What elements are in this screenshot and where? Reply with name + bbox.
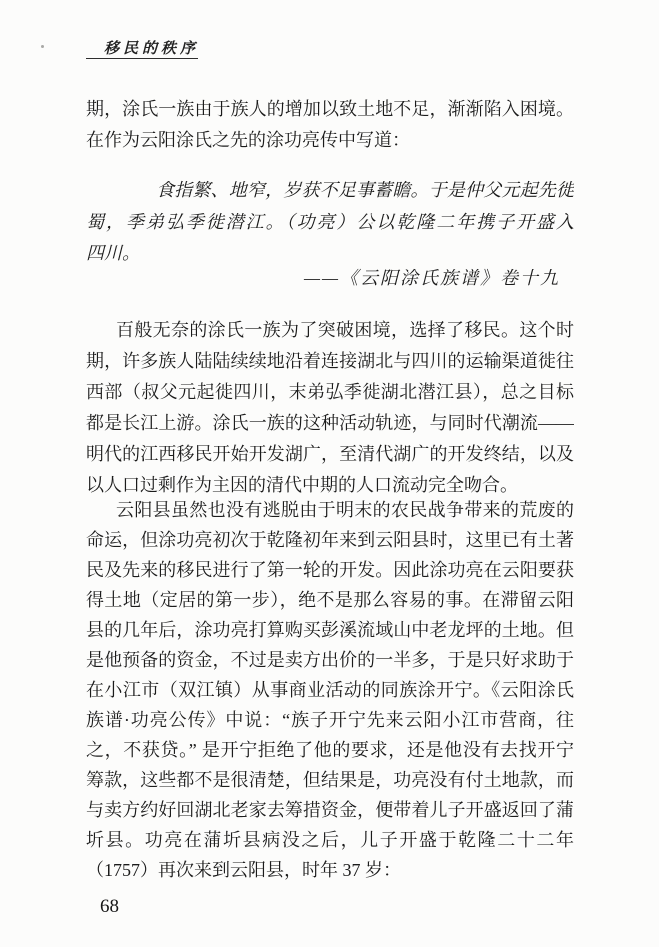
text-line: 县的几年后，涂功亮打算购买彭溪流域山中老龙坪的土地。但: [86, 620, 574, 640]
text-line: 命运，但涂功亮初次于乾隆初年来到云阳县时，这里已有土著: [86, 530, 574, 550]
text-line: 得土地（定居的第一步），绝不是那么容易的事。在滞留云阳: [86, 590, 574, 610]
text-line: 以人口过剩作为主因的清代中期的人口流动完全吻合。: [86, 475, 518, 495]
header-underline: [86, 58, 198, 59]
text-line: 之，不获贷。” 是开宁拒绝了他的要求，还是他没有去找开宁: [86, 740, 574, 760]
citation-text: ——《云阳涂氏族谱》卷十九: [303, 268, 560, 288]
text-line: 期，许多族人陆陆续续地沿着连接湖北与四川的运输渠道徙往: [86, 351, 574, 371]
running-header: 移民的秩序: [104, 41, 200, 57]
text-line: 明代的江西移民开始开发湖广，至清代湖广的开发终结，以及: [86, 444, 574, 464]
text-line: 筹款，这些都不是很清楚，但结果是，功亮没有付土地款，而: [86, 770, 574, 790]
quote-citation: [86, 263, 574, 294]
paragraph-continuation: [86, 94, 574, 156]
quote-line: 四川。: [86, 243, 140, 263]
quote-line: 蜀，季弟弘季徙潜江。（功亮）公以乾隆二年携子开盛入: [86, 211, 574, 232]
text-line: 在小江市（双江镇）从事商业活动的同族涂开宁。《云阳涂氏: [86, 680, 574, 700]
text-line: （1757）再次来到云阳县，时年 37 岁：: [86, 860, 401, 880]
text-line: 族谱·功亮公传》中说：“族子开宁先来云阳小江市营商，往: [86, 710, 574, 730]
block-quote: [86, 175, 574, 270]
text-line: 圻县。功亮在蒲圻县病没之后，儿子开盛于乾隆二十二年: [86, 830, 574, 850]
text-line: 是他预备的资金，不过是卖方出价的一半多，于是只好求助于: [86, 650, 574, 670]
page-number: 68: [100, 896, 119, 917]
text-line: 在作为云阳涂氏之先的涂功亮传中写道：: [86, 130, 410, 150]
quote-line: 食指繁、地窄，岁获不足事蓄瞻。于是仲父元起先徙: [156, 180, 574, 200]
scan-speck: [41, 45, 44, 48]
text-line: 期，涂氏一族由于族人的增加以致土地不足，渐渐陷入困境。: [86, 99, 574, 119]
paragraph: [86, 495, 574, 885]
text-line: 百般无奈的涂氏一族为了突破困境，选择了移民。这个时: [116, 320, 574, 340]
paragraph: [86, 315, 574, 501]
text-line: 云阳县虽然也没有逃脱由于明末的农民战争带来的荒废的: [116, 500, 574, 520]
text-line: 与卖方约好回湖北老家去筹措资金，便带着儿子开盛返回了蒲: [86, 800, 574, 820]
text-line: 西部（叔父元起徙四川，末弟弘季徙湖北潜江县），总之目标: [86, 382, 574, 402]
text-line: 民及先来的移民进行了第一轮的开发。因此涂功亮在云阳要获: [86, 560, 574, 580]
text-line: 都是长江上游。涂氏一族的这种活动轨迹，与同时代潮流——: [86, 413, 574, 433]
